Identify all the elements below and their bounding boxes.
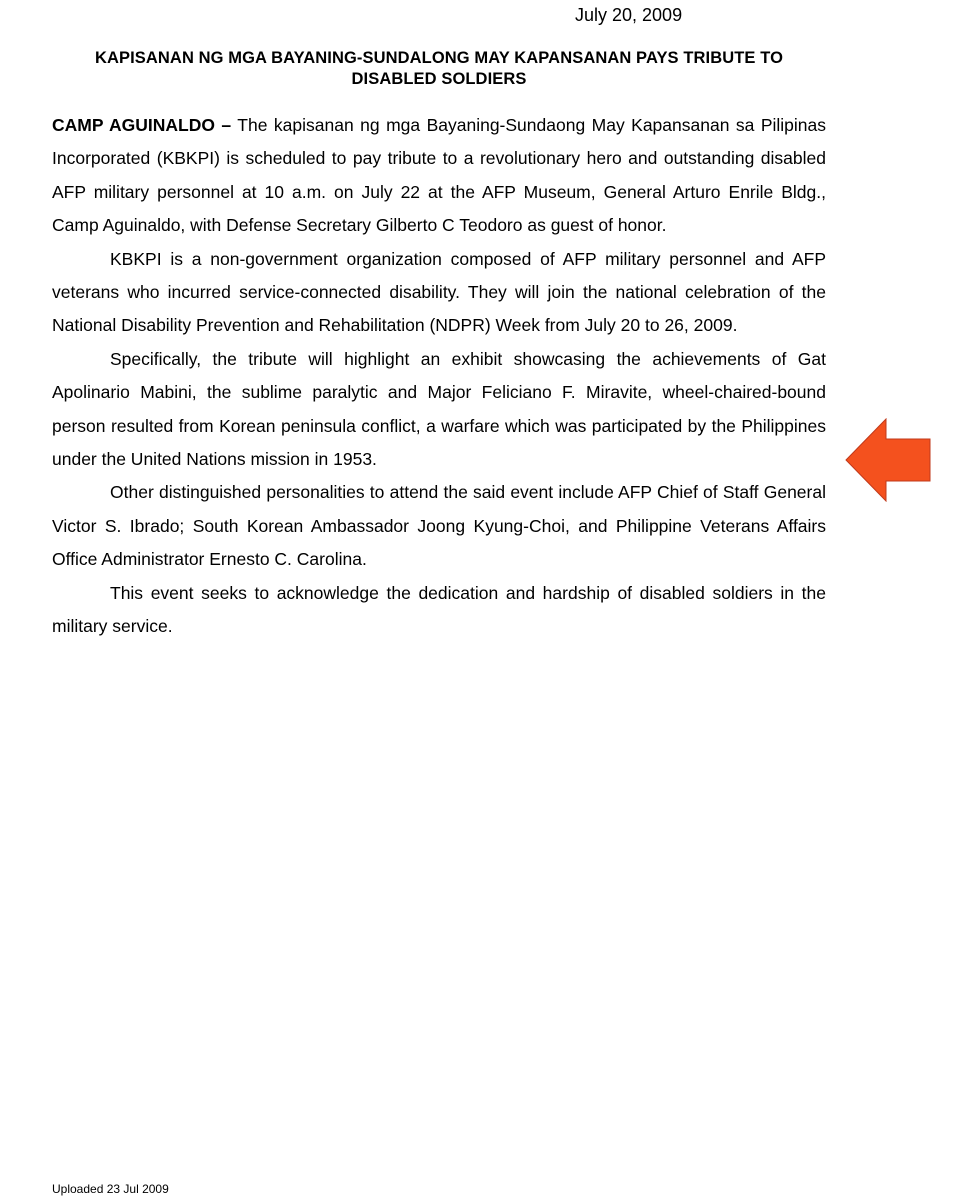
paragraph-3: Specifically, the tribute will highlight an exhibit showcasing the achievements of Gat Apolinario Mabini, the sublime paralytic and Major Feliciano F. Miravite, wheel-chaired-bound person resulted from Korean peninsula conflict, a warfare which was participated by the Philippines under the United Nations mission in 1953.	[52, 348, 826, 470]
paragraph-1-text: The kapisanan ng mga Bayaning-Sundaong May Kapansanan sa Pilipinas Incorporated (KBKPI) is scheduled to pay tribute to a revolutionary hero and outstanding disabled AFP military personnel at 10 a.m. on July 22 at the AFP Museum, General Arturo Enrile Bldg., Camp Aguinaldo, with Defense Secretary Gilberto C Teodoro as guest of honor.	[52, 115, 826, 236]
left-arrow-icon	[845, 418, 931, 502]
upload-footer: Uploaded 23 Jul 2009	[52, 1182, 169, 1196]
paragraph-5: This event seeks to acknowledge the dedication and hardship of disabled soldiers in the military service.	[52, 582, 826, 637]
paragraph-2: KBKPI is a non-government organization composed of AFP military personnel and AFP veterans who incurred service-connected disability. They will join the national celebration of the National Disability Prevention and Rehabilitation (NDPR) Week from July 20 to 26, 2009.	[52, 248, 826, 336]
paragraph-1	[52, 109, 826, 243]
dateline: CAMP AGUINALDO –	[52, 115, 232, 135]
paragraph-4: Other distinguished personalities to attend the said event include AFP Chief of Staff General Victor S. Ibrado; South Korean Ambassador Joong Kyung-Choi, and Philippine Veterans Affairs Office Administrator Ernesto C. Carolina.	[52, 482, 826, 570]
arrow-shape	[846, 419, 930, 501]
article-body	[52, 109, 826, 644]
headline: KAPISANAN NG MGA BAYANING-SUNDALONG MAY KAPANSANAN PAYS TRIBUTE TO DISABLED SOLDIERS	[94, 49, 784, 88]
document-date: July 20, 2009	[575, 5, 683, 25]
